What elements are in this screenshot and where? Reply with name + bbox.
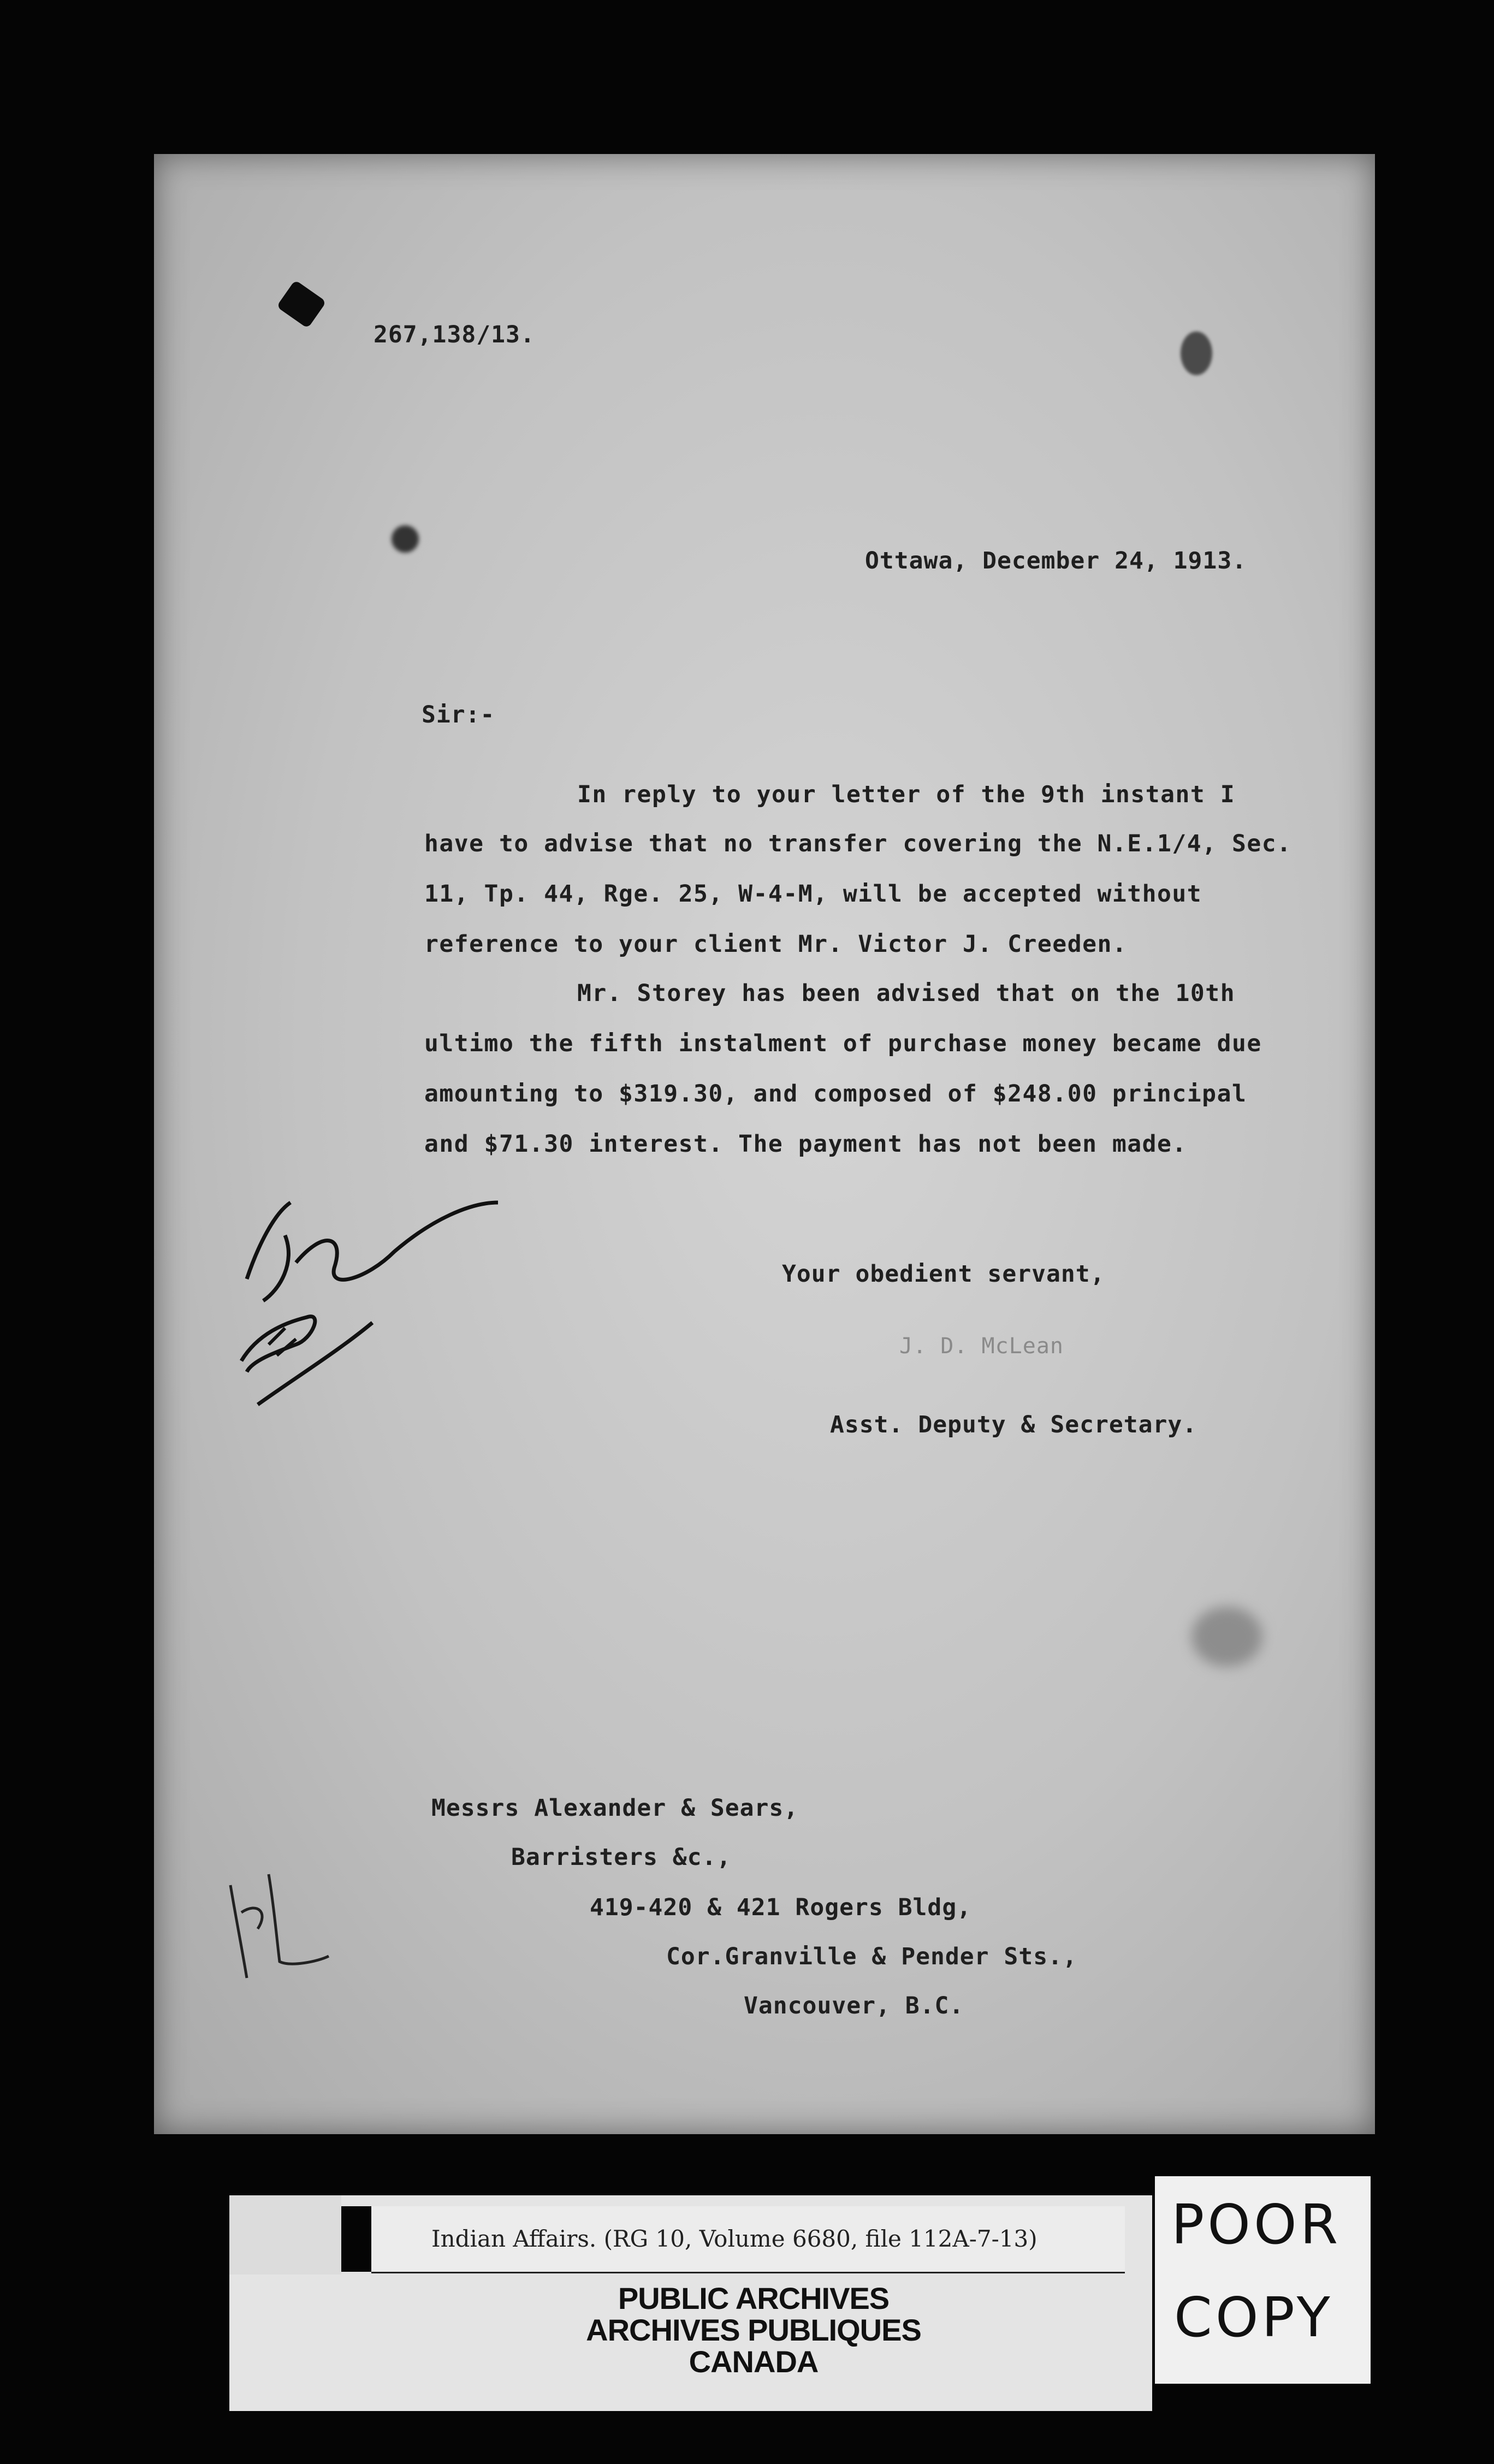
file-number: 267,138/13. [374,321,535,348]
body-line-3: 11, Tp. 44, Rge. 25, W-4-M, will be accepted without [424,880,1202,908]
poor-copy-line-2: COPY [1174,2285,1333,2349]
handwritten-initials-bottom [209,1852,340,1994]
ink-blot-top-left [276,280,327,328]
address-line-1: Messrs Alexander & Sears, [431,1794,799,1822]
archives-line-1: PUBLIC ARCHIVES [618,2281,890,2315]
body-line-7: amounting to $319.30, and composed of $248.00 principal [424,1080,1247,1107]
body-line-8: and $71.30 interest. The payment has not been made. [424,1130,1187,1158]
closing: Your obedient servant, [782,1260,1105,1288]
address-line-4: Cor.Granville & Pender Sts., [666,1943,1077,1970]
body-line-5: Mr. Storey has been advised that on the 10th [577,980,1236,1007]
salutation: Sir:- [422,701,495,728]
archives-line-3: CANADA [689,2344,819,2379]
body-line-4: reference to your client Mr. Victor J. Creeden. [424,931,1128,958]
signature-name: J. D. McLean [899,1334,1064,1359]
signature-title: Asst. Deputy & Secretary. [830,1411,1197,1438]
body-line-1: In reply to your letter of the 9th instant I [577,781,1236,808]
archive-reference-box [371,2206,1125,2273]
date-line: Ottawa, December 24, 1913. [865,547,1247,574]
archives-line-2: ARCHIVES PUBLIQUES [586,2313,921,2347]
archives-stamp [371,2283,1136,2378]
body-line-2: have to advise that no transfer covering the N.E.1/4, Sec. [424,830,1292,857]
stain-lower-right [1191,1607,1262,1667]
poor-copy-stamp [1155,2176,1371,2384]
smudge-mark [392,525,419,553]
body-line-6: ultimo the fifth instalment of purchase money became due [424,1030,1262,1057]
archive-reference: Indian Affairs. (RG 10, Volume 6680, file 112A-7-13) [431,2225,1038,2252]
label-black-bar [341,2206,371,2272]
letter-page [154,154,1375,2134]
address-line-3: 419-420 & 421 Rogers Bldg, [590,1894,972,1921]
label-left-block [229,2195,341,2275]
poor-copy-line-1: POOR [1171,2193,1342,2256]
handwritten-margin-initials [214,1181,542,1426]
stain-top-right [1181,331,1212,375]
address-line-5: Vancouver, B.C. [744,1992,964,2019]
address-line-2: Barristers &c., [511,1844,732,1871]
